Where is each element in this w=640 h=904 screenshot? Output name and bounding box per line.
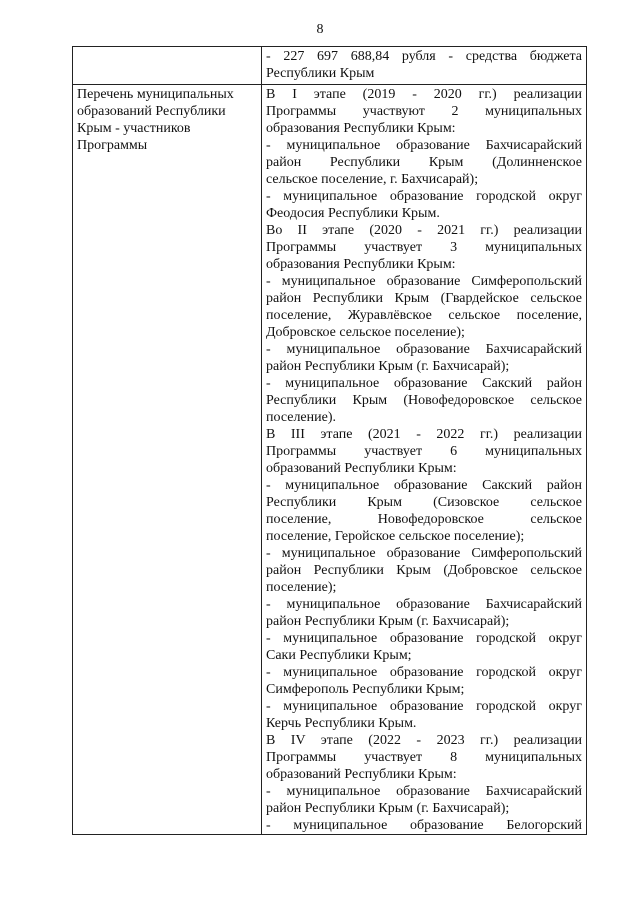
text-line: Саки Республики Крым; bbox=[266, 648, 412, 663]
text-line: район Республики Крым (Добровское сельское bbox=[266, 563, 582, 578]
text-line: В III этапе (2021 - 2022 гг.) реализации bbox=[266, 427, 582, 442]
funding-value-cell bbox=[262, 47, 587, 85]
text-line: Добровское сельское поселение); bbox=[266, 325, 465, 340]
page-number: 8 bbox=[316, 22, 324, 37]
text-line: - муниципальное образование городской округ bbox=[266, 665, 582, 680]
text-line: образований Республики Крым: bbox=[266, 767, 457, 782]
text-line: поселение). bbox=[266, 410, 336, 425]
text-line: Керчь Республики Крым. bbox=[266, 716, 417, 731]
text-line: - муниципальное образование Симферопольский bbox=[266, 546, 582, 561]
funding-label-cell bbox=[73, 47, 262, 85]
participants-label-cell bbox=[73, 85, 262, 835]
funding-text bbox=[266, 48, 582, 82]
text-line: - 227 697 688,84 рубля - средства бюджета bbox=[266, 49, 582, 64]
text-line: - муниципальное образование Бахчисарайский bbox=[266, 342, 582, 357]
text-line: - муниципальное образование городской округ bbox=[266, 189, 582, 204]
participants-row bbox=[73, 85, 587, 835]
text-line: район Республики Крым (г. Бахчисарай); bbox=[266, 801, 510, 816]
text-line: Республики Крым bbox=[266, 66, 375, 81]
text-line: Программы участвуют 2 муниципальных bbox=[266, 104, 582, 119]
text-line: - муниципальное образование Сакский район bbox=[266, 376, 582, 391]
text-line: поселение, Журавлёвское сельское поселение, bbox=[266, 308, 582, 323]
text-line: Программы bbox=[77, 138, 148, 153]
text-line: образований Республики bbox=[77, 104, 226, 119]
text-line: - муниципальное образование Симферопольский bbox=[266, 274, 582, 289]
text-line: Феодосия Республики Крым. bbox=[266, 206, 440, 221]
text-line: район Республики Крым (г. Бахчисарай); bbox=[266, 359, 510, 374]
text-line: образований Республики Крым: bbox=[266, 461, 457, 476]
text-line: - муниципальное образование городской округ bbox=[266, 631, 582, 646]
text-line: Республики Крым (Новофедоровское сельское bbox=[266, 393, 582, 408]
text-line: Республики Крым (Сизовское сельское bbox=[266, 495, 582, 510]
participants-label bbox=[77, 86, 257, 154]
funding-row bbox=[73, 47, 587, 85]
text-line: Перечень муниципальных bbox=[77, 87, 234, 102]
text-line: - муниципальное образование Бахчисарайский bbox=[266, 784, 582, 799]
text-line: сельское поселение, г. Бахчисарай); bbox=[266, 172, 479, 187]
text-line: Программы участвует 3 муниципальных bbox=[266, 240, 582, 255]
text-line: образования Республики Крым: bbox=[266, 121, 456, 136]
text-line: Крым - участников bbox=[77, 121, 191, 136]
text-line: - муниципальное образование Сакский район bbox=[266, 478, 582, 493]
text-line: - муниципальное образование Бахчисарайский bbox=[266, 597, 582, 612]
text-line: В IV этапе (2022 - 2023 гг.) реализации bbox=[266, 733, 582, 748]
text-line: Программы участвует 8 муниципальных bbox=[266, 750, 582, 765]
text-line: Программы участвует 6 муниципальных bbox=[266, 444, 582, 459]
text-line: - муниципальное образование городской округ bbox=[266, 699, 582, 714]
text-line: поселение); bbox=[266, 580, 337, 595]
text-line: образования Республики Крым: bbox=[266, 257, 456, 272]
text-line: поселение, Новофедоровское сельское bbox=[266, 512, 582, 527]
text-line: район Республики Крым (Долинненское bbox=[266, 155, 582, 170]
text-line: - муниципальное образование Белогорский bbox=[266, 818, 582, 833]
text-line: Во II этапе (2020 - 2021 гг.) реализации bbox=[266, 223, 582, 238]
participants-text bbox=[266, 86, 582, 834]
participants-value-cell bbox=[262, 85, 587, 835]
text-line: - муниципальное образование Бахчисарайский bbox=[266, 138, 582, 153]
text-line: В I этапе (2019 - 2020 гг.) реализации bbox=[266, 87, 582, 102]
text-line: Симферополь Республики Крым; bbox=[266, 682, 465, 697]
text-line: район Республики Крым (г. Бахчисарай); bbox=[266, 614, 510, 629]
text-line: район Республики Крым (Гвардейское сельское bbox=[266, 291, 582, 306]
text-line: поселение, Геройское сельское поселение); bbox=[266, 529, 525, 544]
program-passport-table bbox=[72, 46, 587, 835]
